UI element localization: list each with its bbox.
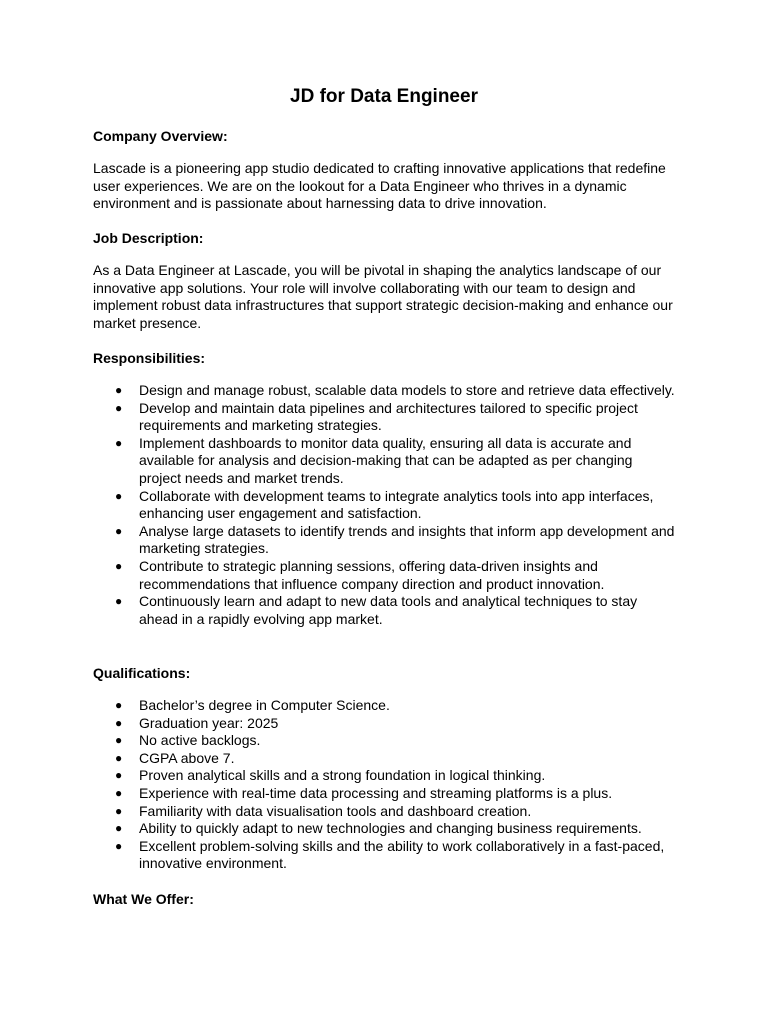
list-item <box>93 732 683 750</box>
list-item <box>93 803 683 821</box>
qualification-text: Graduation year: 2025 <box>139 714 279 731</box>
what-we-offer-heading: What We Offer: <box>93 891 194 907</box>
list-item <box>93 488 683 523</box>
list-item <box>93 820 683 838</box>
qualification-text: Excellent problem-solving skills and the ability to work collaboratively in a fast-paced, innovative environment. <box>139 837 665 872</box>
qualification-text: Familiarity with data visualisation tools and dashboard creation. <box>139 802 532 819</box>
company-overview-heading: Company Overview: <box>93 128 228 144</box>
list-item <box>93 558 683 593</box>
qualification-text: Bachelor’s degree in Computer Science. <box>139 697 390 713</box>
qualification-text: No active backlogs. <box>139 732 261 749</box>
bullet-icon: ● <box>115 750 123 765</box>
qualifications-heading: Qualifications: <box>93 665 191 681</box>
bullet-icon: ● <box>115 698 123 712</box>
responsibility-text: Develop and maintain data pipelines and architectures tailored to specific project requirements and marketing strategies. <box>139 399 638 434</box>
bullet-icon: ● <box>115 400 123 415</box>
qualification-text: CGPA above 7. <box>139 749 235 766</box>
bullet-icon: ● <box>115 715 123 730</box>
page-title: JD for Data Engineer <box>290 86 478 107</box>
bullet-icon: ● <box>115 768 123 783</box>
qualification-text: Proven analytical skills and a strong foundation in logical thinking. <box>139 767 546 784</box>
bullet-icon: ● <box>115 785 123 800</box>
responsibilities-list <box>93 382 683 628</box>
bullet-icon: ● <box>115 558 123 573</box>
bullet-icon: ● <box>115 733 123 748</box>
qualification-text: Ability to quickly adapt to new technologies and changing business requirements. <box>139 820 642 837</box>
list-item <box>93 715 683 733</box>
responsibility-text: Design and manage robust, scalable data models to store and retrieve data effectively. <box>139 382 675 398</box>
bullet-icon: ● <box>115 488 123 503</box>
qualification-text: Experience with real-time data processing and streaming platforms is a plus. <box>139 784 613 801</box>
list-item <box>93 767 683 785</box>
bullet-icon: ● <box>115 594 123 609</box>
bullet-icon: ● <box>115 838 123 853</box>
list-item <box>93 697 683 715</box>
list-item <box>93 750 683 768</box>
bullet-icon: ● <box>115 383 123 397</box>
responsibility-text: Continuously learn and adapt to new data tools and analytical techniques to stay ahead in a rapidly evolving app market. <box>139 593 638 627</box>
qualifications-list <box>93 697 683 873</box>
responsibility-text: Contribute to strategic planning sessions, offering data-driven insights and recommendations that influence company direction and product innovation. <box>139 557 605 592</box>
list-item <box>93 785 683 803</box>
bullet-icon: ● <box>115 803 123 818</box>
responsibility-text: Analyse large datasets to identify trends and insights that inform app development and marketing strategies. <box>139 522 675 557</box>
list-item <box>93 400 683 435</box>
responsibility-text: Collaborate with development teams to integrate analytics tools into app interfaces, enhancing user engagement and satisfaction. <box>139 487 654 522</box>
list-item <box>93 382 683 400</box>
company-overview-paragraph: Lascade is a pioneering app studio dedicated to crafting innovative applications that redefine user experiences. We are on the lookout for a Data Engineer who thrives in a dynamic environment and is passionate about harnessing data to drive innovation. <box>93 160 666 212</box>
bullet-icon: ● <box>115 821 123 836</box>
list-item <box>93 523 683 558</box>
job-description-paragraph: As a Data Engineer at Lascade, you will be pivotal in shaping the analytics landscape of our innovative app solutions. Your role will involve collaborating with our team to design and implement robust data infrastructures that support strategic decision-making and enhance our market presence. <box>93 262 673 331</box>
bullet-icon: ● <box>115 435 123 450</box>
list-item <box>93 593 683 628</box>
responsibilities-heading: Responsibilities: <box>93 350 206 366</box>
list-item <box>93 838 683 873</box>
responsibility-text: Implement dashboards to monitor data quality, ensuring all data is accurate and available for analysis and decision-making that can be adapted as per changing project needs and market trends. <box>139 434 633 486</box>
list-item <box>93 435 683 488</box>
job-description-heading: Job Description: <box>93 230 204 246</box>
bullet-icon: ● <box>115 523 123 538</box>
